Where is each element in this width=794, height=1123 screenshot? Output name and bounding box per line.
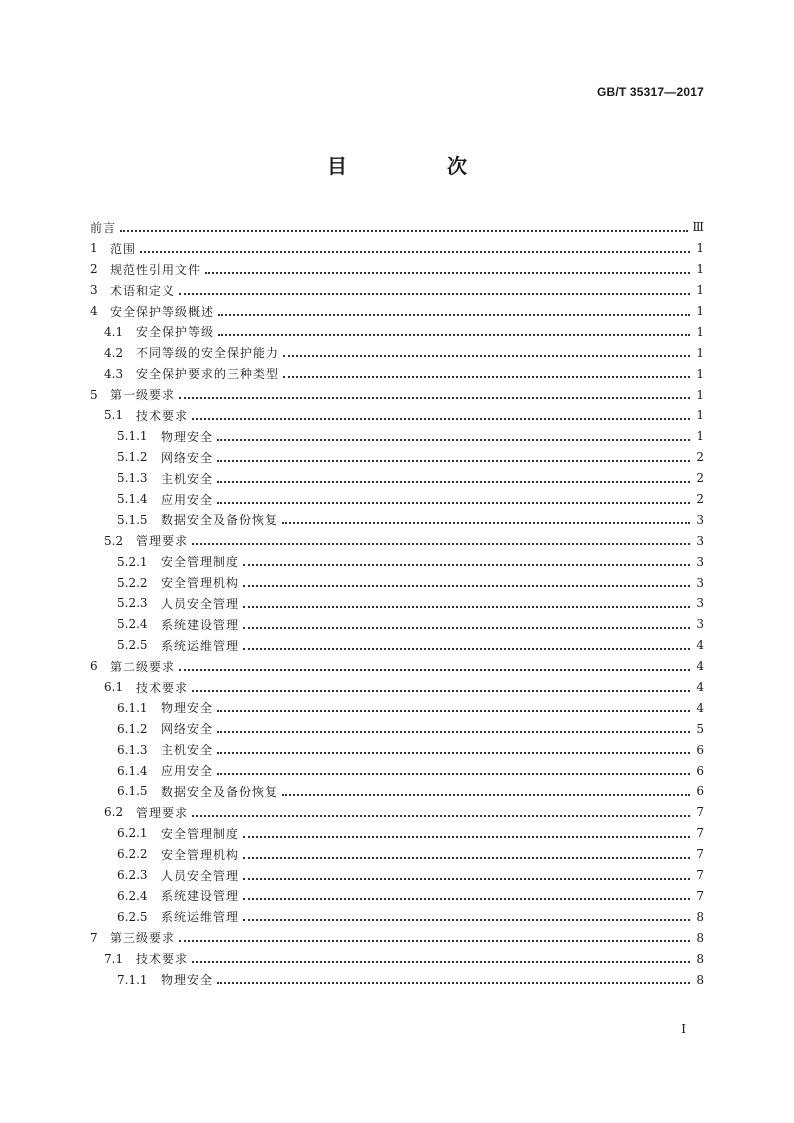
toc-dot-leader: [205, 271, 690, 274]
toc-entry[interactable]: [90, 844, 704, 865]
toc-entry-number: 5.2.3: [117, 596, 148, 611]
toc-entry-label: 物理安全: [161, 973, 214, 987]
toc-entry-page: 3: [696, 617, 704, 632]
toc-entry-number: 5.1.5: [117, 512, 148, 527]
toc-entry-number: 7.1.1: [117, 972, 148, 987]
toc-dot-leader: [243, 835, 690, 838]
toc-entry[interactable]: [90, 447, 704, 468]
toc-entry[interactable]: [90, 802, 704, 823]
toc-entry-label: 人员安全管理: [161, 596, 240, 611]
toc-dot-leader: [217, 459, 690, 462]
toc-entry[interactable]: [90, 927, 704, 948]
toc-entry[interactable]: [90, 551, 704, 572]
toc-entry[interactable]: [90, 468, 704, 489]
toc-entry[interactable]: [90, 865, 704, 886]
toc-dot-leader: [192, 960, 690, 963]
toc-entry-number: 2: [90, 262, 98, 277]
toc-entry-number: 5.2.5: [117, 638, 148, 653]
toc-dot-leader: [217, 751, 690, 754]
toc-entry[interactable]: [90, 405, 704, 426]
toc-dot-leader: [218, 333, 690, 336]
toc-dot-leader: [217, 772, 690, 775]
toc-dot-leader: [218, 313, 690, 316]
toc-entry[interactable]: [90, 718, 704, 739]
toc-entry[interactable]: [90, 593, 704, 614]
toc-entry-label: 物理安全: [161, 429, 214, 444]
toc-entry-page: 8: [696, 972, 704, 987]
toc-dot-leader: [282, 793, 690, 796]
toc-dot-leader: [179, 396, 690, 399]
toc-entry-label: 系统运维管理: [161, 910, 240, 925]
toc-entry-page: 7: [696, 826, 704, 841]
toc-entry-label: 安全管理制度: [161, 826, 240, 841]
toc-entry-number: 5.2.1: [117, 554, 148, 569]
toc-entry-label: 系统建设管理: [161, 889, 240, 904]
toc-entry[interactable]: [90, 781, 704, 802]
toc-entry[interactable]: [90, 906, 704, 927]
toc-entry-page: 7: [696, 868, 704, 883]
toc-entry[interactable]: [90, 948, 704, 969]
toc-entry-number: 6.1.5: [117, 784, 148, 799]
toc-entry-number: 4: [90, 304, 98, 318]
toc-entry[interactable]: [90, 886, 704, 907]
toc-entry-number: 6.2: [104, 805, 124, 820]
toc-entry[interactable]: [90, 572, 704, 593]
toc-entry-label: 应用安全: [161, 764, 214, 779]
toc-entry-page: 3: [696, 533, 704, 548]
toc-entry-label: 安全管理机构: [161, 847, 240, 862]
toc-entry-number: 5.1.4: [117, 492, 148, 507]
toc-entry-page: 6: [696, 742, 704, 757]
toc-entry-page: 1: [696, 429, 704, 444]
toc-entry-page: 3: [696, 554, 704, 569]
toc-entry-label: 主机安全: [161, 471, 214, 486]
toc-dot-leader: [243, 626, 690, 629]
toc-entry-page: 8: [696, 930, 704, 945]
toc-entry-page: 1: [696, 324, 704, 339]
toc-entry-number: 6: [90, 659, 98, 674]
toc-dot-leader: [217, 438, 690, 441]
toc-entry-page: 1: [696, 408, 704, 423]
toc-entry-label: 系统建设管理: [161, 617, 240, 632]
toc-dot-leader: [192, 814, 690, 817]
toc-entry-page: 3: [696, 575, 704, 590]
toc-entry-label: 第三级要求: [110, 931, 176, 946]
toc-entry-page: 1: [696, 304, 704, 318]
toc-entry[interactable]: [90, 697, 704, 718]
toc-entry-label: 第二级要求: [110, 659, 176, 674]
toc-entry-page: 6: [696, 784, 704, 799]
toc-entry-number: 6.1.4: [117, 763, 148, 778]
table-of-contents: [90, 217, 704, 990]
toc-entry-number: 4.1: [104, 324, 124, 339]
toc-entry-page: 2: [696, 492, 704, 507]
toc-entry-page: 8: [696, 951, 704, 966]
toc-entry-page: 6: [696, 763, 704, 778]
toc-entry-number: 6.1: [104, 680, 124, 695]
toc-entry-page: 4: [696, 638, 704, 653]
toc-entry[interactable]: [90, 238, 704, 259]
toc-entry-number: 6.2.3: [117, 868, 148, 883]
toc-dot-leader: [217, 480, 690, 483]
toc-entry-number: 5.1.1: [117, 429, 148, 444]
toc-dot-leader: [192, 417, 690, 420]
toc-entry[interactable]: [90, 426, 704, 447]
toc-entry[interactable]: [90, 823, 704, 844]
toc-entry-label: 网络安全: [161, 722, 214, 737]
toc-dot-leader: [243, 563, 690, 566]
toc-entry-number: 5.1.3: [117, 471, 148, 486]
toc-entry[interactable]: [90, 530, 704, 551]
toc-entry-number: 4.2: [104, 345, 124, 360]
toc-entry-page: 3: [696, 596, 704, 611]
toc-dot-leader: [217, 730, 690, 733]
toc-dot-leader: [192, 542, 690, 545]
toc-entry[interactable]: [90, 677, 704, 698]
toc-entry-number: 6.1.1: [117, 700, 148, 715]
toc-entry-page: 1: [696, 283, 704, 298]
toc-entry-number: 5.1.2: [117, 450, 148, 465]
toc-dot-leader: [243, 877, 690, 880]
toc-entry-page: 8: [696, 909, 704, 924]
toc-entry-page: 1: [696, 387, 704, 402]
toc-entry-page: 4: [696, 700, 704, 715]
toc-entry-page: 5: [696, 721, 704, 736]
toc-entry-number: 5.2.2: [117, 575, 148, 590]
toc-entry[interactable]: [90, 301, 704, 322]
toc-entry-number: 3: [90, 283, 98, 298]
toc-dot-leader: [243, 897, 690, 900]
toc-dot-leader: [192, 689, 690, 692]
toc-entry-label: 技术要求: [136, 680, 189, 695]
toc-dot-leader: [179, 292, 690, 295]
toc-dot-leader: [140, 250, 690, 253]
toc-entry-number: 6.2.2: [117, 847, 148, 862]
standard-code: GB/T 35317—2017: [596, 85, 704, 99]
toc-entry-label: 技术要求: [136, 408, 189, 423]
toc-entry-label: 系统运维管理: [161, 638, 240, 653]
toc-entry-label: 不同等级的安全保护能力: [136, 346, 280, 361]
toc-entry[interactable]: [90, 384, 704, 405]
toc-entry-label: 安全管理机构: [161, 576, 240, 591]
toc-entry-number: 4.3: [104, 366, 124, 381]
toc-entry-label: 网络安全: [161, 450, 214, 465]
toc-entry-page: 2: [696, 471, 704, 486]
toc-dot-leader: [179, 668, 690, 671]
toc-dot-leader: [217, 501, 690, 504]
toc-dot-leader: [283, 375, 690, 378]
toc-entry[interactable]: [90, 614, 704, 635]
toc-entry[interactable]: [90, 739, 704, 760]
toc-dot-leader: [243, 918, 690, 921]
toc-entry-label: 第一级要求: [110, 388, 176, 403]
toc-entry-label: 技术要求: [136, 952, 189, 967]
toc-dot-leader: [243, 584, 690, 587]
toc-entry-number: 6.1.2: [117, 721, 148, 736]
toc-dot-leader: [243, 605, 690, 608]
toc-entry-page: 1: [696, 366, 704, 381]
toc-entry-page: 4: [696, 659, 704, 674]
page-number: Ⅰ: [681, 1022, 686, 1036]
page-title: 目 次: [327, 154, 507, 178]
toc-entry-label: 数据安全及备份恢复: [161, 513, 279, 528]
toc-dot-leader: [243, 647, 690, 650]
toc-entry-page: 3: [696, 512, 704, 527]
toc-dot-leader: [217, 709, 690, 712]
toc-entry-page: 7: [696, 847, 704, 862]
toc-entry-label: 范围: [110, 241, 137, 256]
toc-entry[interactable]: [90, 489, 704, 510]
toc-dot-leader: [179, 939, 690, 942]
toc-entry-page: 1: [696, 241, 704, 256]
toc-entry-number: 5: [90, 387, 98, 402]
toc-entry-label: 管理要求: [136, 805, 189, 820]
toc-entry-number: 7.1: [104, 951, 124, 966]
toc-entry-page: 1: [696, 345, 704, 360]
toc-dot-leader: [282, 521, 690, 524]
toc-entry-label: 安全保护等级: [136, 325, 215, 340]
toc-entry[interactable]: [90, 760, 704, 781]
toc-entry[interactable]: [90, 635, 704, 656]
toc-dot-leader: [217, 981, 690, 984]
toc-entry-label: 物理安全: [161, 701, 214, 716]
toc-entry-number: 6.1.3: [117, 742, 148, 757]
toc-dot-leader: [283, 354, 690, 357]
toc-dot-leader: [243, 856, 690, 859]
toc-entry-page: 1: [696, 262, 704, 277]
toc-entry[interactable]: [90, 321, 704, 342]
toc-entry-label: 规范性引用文件: [110, 262, 202, 277]
toc-entry-number: 5.2.4: [117, 617, 148, 632]
toc-entry-label: 管理要求: [136, 534, 189, 549]
toc-entry-number: 6.2.1: [117, 826, 148, 841]
toc-entry[interactable]: [90, 259, 704, 280]
toc-entry-page: 7: [696, 805, 704, 820]
toc-entry-page: 2: [696, 450, 704, 465]
toc-entry-label: 人员安全管理: [161, 868, 240, 883]
toc-entry-label: 主机安全: [161, 743, 214, 758]
toc-entry[interactable]: [90, 656, 704, 677]
toc-entry-page: 4: [696, 680, 704, 695]
toc-entry-label: 安全管理制度: [161, 555, 240, 570]
toc-entry-label: 安全保护等级概述: [110, 304, 215, 319]
toc-entry-number: 7: [90, 930, 98, 945]
toc-entry-label: 应用安全: [161, 492, 214, 507]
toc-entry-page: Ⅲ: [692, 220, 704, 235]
toc-entry[interactable]: [90, 217, 704, 238]
toc-entry-label: 安全保护要求的三种类型: [136, 367, 280, 382]
toc-entry-number: 6.2.5: [117, 909, 148, 924]
toc-entry-number: 1: [90, 241, 98, 256]
toc-entry-label: 术语和定义: [110, 283, 176, 298]
toc-entry-label: 数据安全及备份恢复: [161, 784, 279, 799]
toc-entry[interactable]: [90, 363, 704, 384]
toc-entry-number: 6.2.4: [117, 888, 148, 903]
toc-entry[interactable]: [90, 280, 704, 301]
toc-dot-leader: [120, 229, 688, 232]
toc-entry-page: 7: [696, 888, 704, 903]
toc-entry-number: 5.2: [104, 533, 124, 548]
toc-entry[interactable]: [90, 342, 704, 363]
toc-entry[interactable]: [90, 509, 704, 530]
toc-entry-label: 前言: [90, 220, 117, 235]
toc-entry-number: 5.1: [104, 408, 124, 423]
toc-entry[interactable]: [90, 969, 704, 990]
